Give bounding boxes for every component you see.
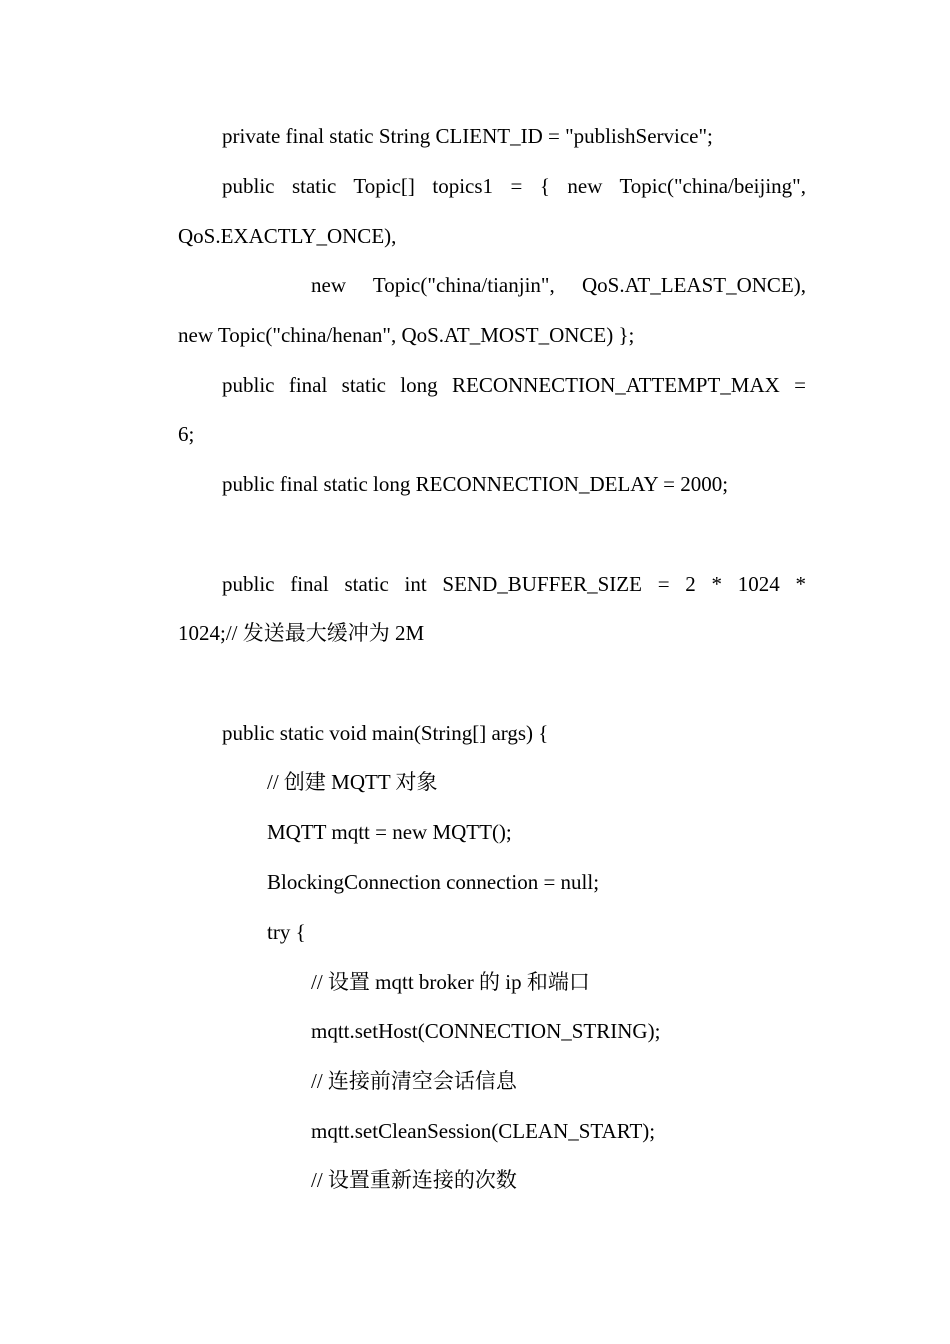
code-line-reconnect-count-comment: // 设置重新连接的次数 <box>311 1168 517 1192</box>
code-line-topics-qos-exactly-once: QoS.EXACTLY_ONCE), <box>178 224 397 248</box>
code-line-main-method: public static void main(String[] args) { <box>222 721 549 745</box>
code-line-set-clean-session: mqtt.setCleanSession(CLEAN_START); <box>311 1119 656 1143</box>
code-line-topic-tianjin: new Topic("china/tianjin", QoS.AT_LEAST_ONCE), <box>311 273 806 297</box>
code-line-reconnection-attempt-max: public final static long RECONNECTION_ATTEMPT_MAX = <box>222 373 806 397</box>
code-line-set-host: mqtt.setHost(CONNECTION_STRING); <box>311 1019 661 1043</box>
code-line-try-block: try { <box>267 920 306 944</box>
code-line-client-id: private final static String CLIENT_ID = "publishService"; <box>222 124 713 148</box>
code-line-blocking-connection: BlockingConnection connection = null; <box>267 870 600 894</box>
code-line-mqtt-instance: MQTT mqtt = new MQTT(); <box>267 820 512 844</box>
code-line-create-mqtt-comment: // 创建 MQTT 对象 <box>267 770 438 794</box>
code-line-clean-session-comment: // 连接前清空会话信息 <box>311 1069 517 1093</box>
code-line-send-buffer-size: public final static int SEND_BUFFER_SIZE = 2 * 1024 * <box>222 572 806 596</box>
code-line-set-host-comment: // 设置 mqtt broker 的 ip 和端口 <box>311 970 590 994</box>
code-line-reconnection-delay: public final static long RECONNECTION_DELAY = 2000; <box>222 472 729 496</box>
code-line-topic-henan: new Topic("china/henan", QoS.AT_MOST_ONCE) }; <box>178 323 635 347</box>
code-line-reconnection-attempt-value: 6; <box>178 422 195 446</box>
code-line-send-buffer-comment: 1024;// 发送最大缓冲为 2M <box>178 621 425 645</box>
code-line-topics-declaration: public static Topic[] topics1 = { new Topic("china/beijing", <box>222 174 806 198</box>
